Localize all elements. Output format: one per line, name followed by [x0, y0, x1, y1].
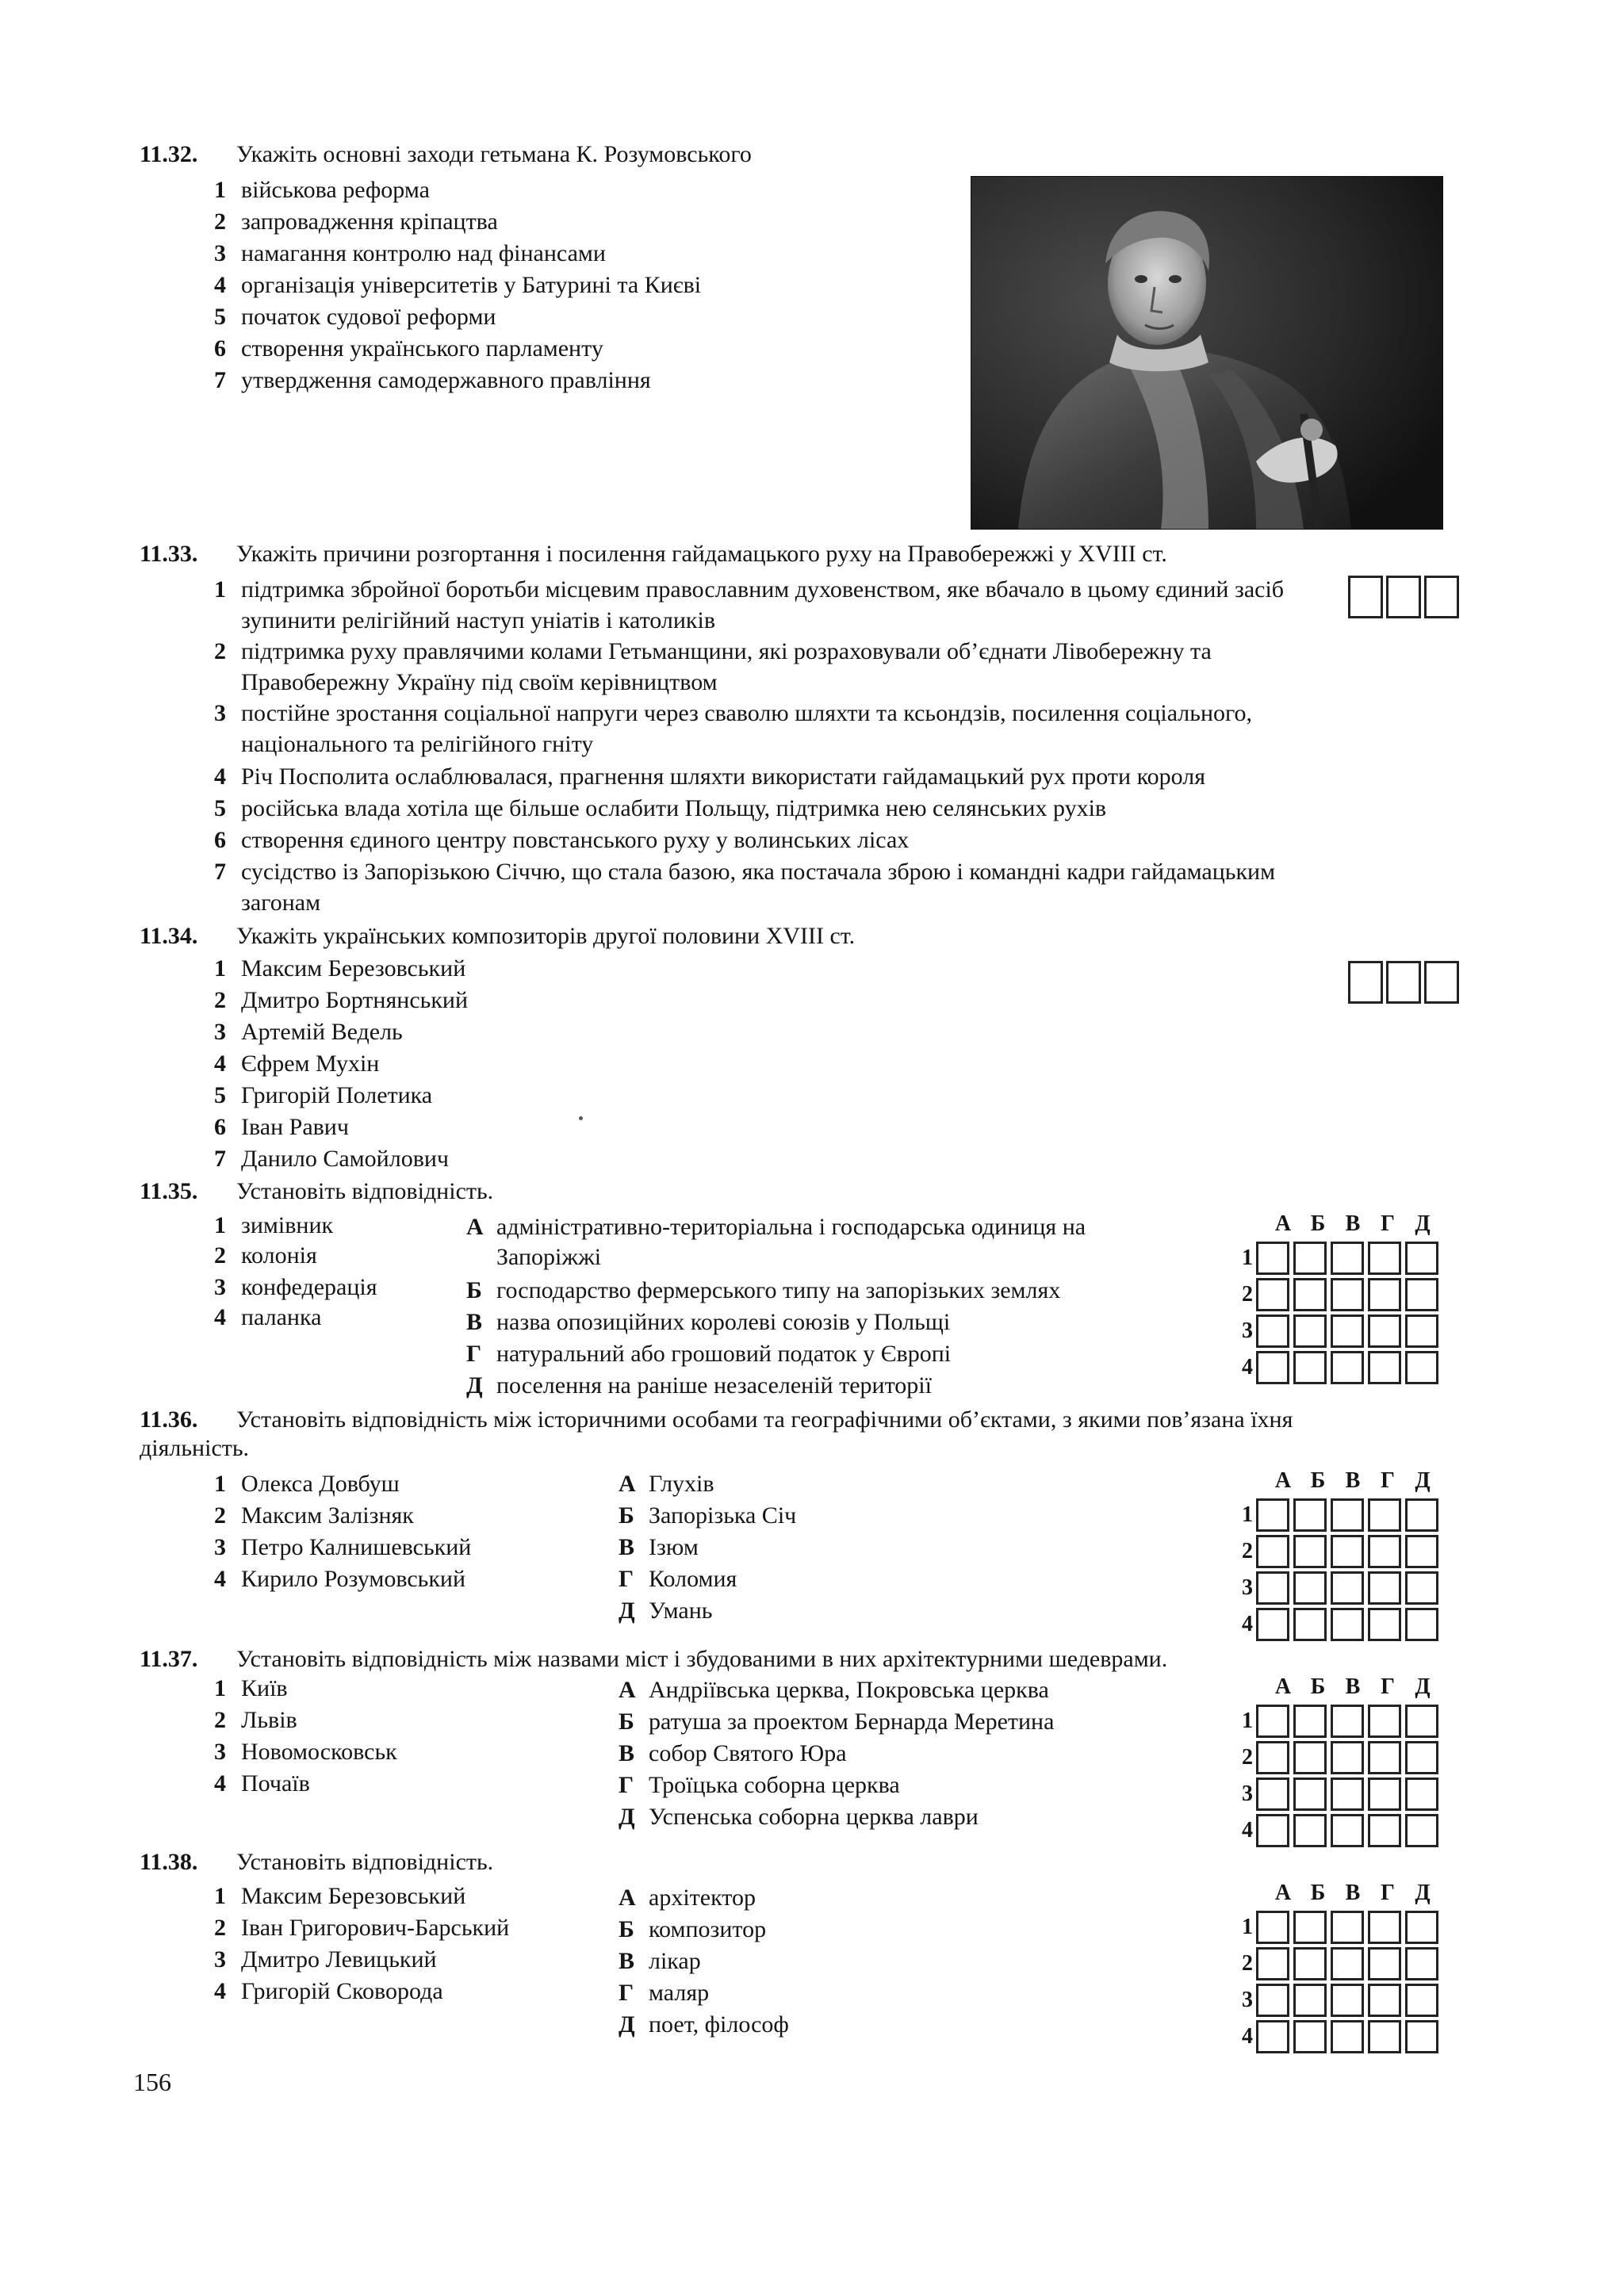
question-prompt: Укажіть українських композиторів другої половини XVIII ст.: [236, 923, 856, 949]
list-item: Г Коломия: [619, 1566, 737, 1592]
question-number: 11.37.: [140, 1646, 198, 1672]
answer-cell[interactable]: [1331, 1314, 1364, 1348]
answer-cell[interactable]: [1293, 1947, 1327, 1980]
list-item: 3 намагання контролю над фінансами: [214, 240, 606, 266]
list-item: 2 Львів: [214, 1707, 297, 1733]
question-prompt: Установіть відповідність між історичними особами та географічними об’єктами, з якими пов’язана їхня: [236, 1406, 1293, 1433]
list-item: В Ізюм: [619, 1534, 699, 1560]
question-number: 11.34.: [140, 923, 198, 949]
question-prompt: Установіть відповідність між назвами міст і збудованими в них архітектурними шедеврами.: [236, 1646, 1168, 1672]
list-item: 3 Артемій Ведель: [214, 1019, 403, 1045]
list-item: 2 підтримка руху правлячими колами Гетьманщини, які розраховували об’єднати Лівобережну та Правобережну Україну під своїм керівництвом: [214, 638, 1212, 695]
question-prompt: Установіть відповідність.: [236, 1178, 494, 1204]
list-item: Г маляр: [619, 1980, 710, 2006]
answer-cell[interactable]: [1256, 1571, 1289, 1605]
list-item: 7 Данило Самойлович: [214, 1146, 450, 1172]
list-item: 6 створення українського парламенту: [214, 335, 603, 362]
answer-cell[interactable]: [1293, 1242, 1327, 1275]
grid-row: 1: [1231, 1703, 1442, 1739]
answer-cell[interactable]: [1405, 1351, 1438, 1384]
answer-cell[interactable]: [1331, 1911, 1364, 1944]
list-item: 3 Петро Калнишевський: [214, 1534, 472, 1560]
answer-cell[interactable]: [1368, 1911, 1401, 1944]
answer-cell[interactable]: [1256, 1777, 1289, 1811]
answer-cell[interactable]: [1368, 2020, 1401, 2053]
answer-cell[interactable]: [1331, 1535, 1364, 1568]
grid-row: 3: [1231, 1776, 1442, 1812]
answer-cell[interactable]: [1368, 1278, 1401, 1311]
list-item: 2 Дмитро Бортнянський: [214, 987, 469, 1013]
list-item: Д поет, філософ: [619, 2011, 789, 2038]
answer-cell[interactable]: [1293, 1705, 1327, 1738]
list-item: Д Успенська соборна церква лаври: [619, 1804, 979, 1830]
list-item: 4 паланка: [214, 1304, 322, 1330]
answer-cell[interactable]: [1331, 1351, 1364, 1384]
answer-cell[interactable]: [1293, 1535, 1327, 1568]
portrait-image: [971, 176, 1443, 530]
list-item: 1 підтримка збройної боротьби місцевим православним духовенством, яке вбачало в цьому єдиний засіб зупинити релігійний наступ уніатів і католиків: [214, 576, 1285, 633]
answer-box[interactable]: [1386, 961, 1421, 1004]
list-item: 5 початок судової реформи: [214, 304, 496, 330]
answer-cell[interactable]: [1293, 1314, 1327, 1348]
answer-cell[interactable]: [1368, 1608, 1401, 1641]
question-number: 11.35.: [140, 1178, 198, 1204]
list-item: Г натуральний або грошовий податок у Європі: [466, 1341, 952, 1367]
list-item: В собор Святого Юра: [619, 1740, 847, 1766]
answer-cell[interactable]: [1405, 1777, 1438, 1811]
list-item: 2 Іван Григорович-Барський: [214, 1915, 510, 1941]
list-item: 4 Річ Посполита ослаблювалася, прагнення шляхти використати гайдамацький рух проти короля: [214, 763, 1205, 790]
question-prompt: Укажіть причини розгортання і посилення гайдамацького руху на Правобережжі у XVIII ст.: [236, 541, 1167, 567]
list-item: 1 Київ: [214, 1675, 288, 1701]
grid-row: 3: [1231, 1982, 1442, 2019]
list-item: Запоріжжі: [496, 1244, 602, 1270]
grid-row: 1: [1231, 1240, 1442, 1276]
list-item: 3 Новомосковськ: [214, 1739, 397, 1765]
list-item: 3 Дмитро Левицький: [214, 1946, 437, 1973]
answer-cell[interactable]: [1331, 1814, 1364, 1847]
question-number: 11.33.: [140, 541, 198, 567]
answer-cell[interactable]: [1405, 1947, 1438, 1980]
answer-cell[interactable]: [1256, 1814, 1289, 1847]
list-item: 1 зимівник: [214, 1212, 334, 1238]
answer-cell[interactable]: [1331, 1278, 1364, 1311]
list-item: 1 військова реформа: [214, 177, 430, 203]
list-item: 2 колонія: [214, 1242, 317, 1269]
answer-cell[interactable]: [1256, 1351, 1289, 1384]
list-item: 4 організація університетів у Батурині та Києві: [214, 272, 702, 298]
answer-boxes-q33[interactable]: [1348, 576, 1462, 618]
answer-grid-q35: [1231, 1211, 1442, 1386]
answer-cell[interactable]: [1331, 1498, 1364, 1532]
list-item: 7 утвердження самодержавного правління: [214, 367, 651, 393]
grid-header: А Б В Г Д: [1274, 1211, 1431, 1236]
answer-cell[interactable]: [1331, 1777, 1364, 1811]
grid-row: 1: [1231, 1497, 1442, 1533]
answer-cell[interactable]: [1368, 1705, 1401, 1738]
answer-cell[interactable]: [1368, 1984, 1401, 2017]
list-item: Б ратуша за проектом Бернарда Меретина: [619, 1709, 1055, 1735]
answer-cell[interactable]: [1405, 1314, 1438, 1348]
answer-cell[interactable]: [1293, 1278, 1327, 1311]
list-item: 3 конфедерація: [214, 1274, 377, 1300]
answer-grid-q37: [1231, 1674, 1442, 1849]
grid-row: 2: [1231, 1946, 1442, 1982]
answer-cell[interactable]: [1331, 1571, 1364, 1605]
scan-speck: [579, 1116, 583, 1120]
grid-header: А Б В Г Д: [1274, 1881, 1431, 1905]
answer-cell[interactable]: [1293, 1777, 1327, 1811]
answer-cell[interactable]: [1256, 2020, 1289, 2053]
list-item: А Андріївська церква, Покровська церква: [619, 1677, 1049, 1703]
list-item: А архітектор: [619, 1885, 756, 1911]
answer-cell[interactable]: [1256, 1911, 1289, 1944]
answer-cell[interactable]: [1293, 1984, 1327, 2017]
list-item: В назва опозиційних королеві союзів у Польщі: [466, 1309, 951, 1335]
answer-cell[interactable]: [1331, 1705, 1364, 1738]
answer-cell[interactable]: [1256, 1314, 1289, 1348]
answer-cell[interactable]: [1256, 1947, 1289, 1980]
answer-box[interactable]: [1386, 576, 1421, 618]
answer-cell[interactable]: [1256, 1498, 1289, 1532]
answer-cell[interactable]: [1405, 1705, 1438, 1738]
question-prompt: Установіть відповідність.: [236, 1849, 494, 1875]
grid-row: 4: [1231, 1349, 1442, 1386]
answer-cell[interactable]: [1256, 1984, 1289, 2017]
question-number: 11.32.: [140, 141, 198, 167]
list-item: Г Троїцька соборна церква: [619, 1772, 900, 1798]
question-prompt: Укажіть основні заходи гетьмана К. Розумовського: [236, 141, 752, 167]
grid-header: А Б В Г Д: [1274, 1674, 1431, 1699]
answer-box[interactable]: [1348, 961, 1383, 1004]
answer-cell[interactable]: [1368, 1535, 1401, 1568]
answer-cell[interactable]: [1331, 1984, 1364, 2017]
list-item: Д Умань: [619, 1598, 713, 1624]
answer-cell[interactable]: [1405, 1814, 1438, 1847]
answer-cell[interactable]: [1331, 2020, 1364, 2053]
answer-cell[interactable]: [1368, 1571, 1401, 1605]
answer-cell[interactable]: [1405, 1741, 1438, 1774]
answer-grid-q38: [1231, 1881, 1442, 2055]
list-item: А Глухів: [619, 1471, 714, 1497]
answer-cell[interactable]: [1331, 1242, 1364, 1275]
list-item: Б Запорізька Січ: [619, 1502, 797, 1529]
answer-cell[interactable]: [1293, 1911, 1327, 1944]
list-item: 2 Максим Залізняк: [214, 1502, 414, 1529]
question-number: 11.38.: [140, 1849, 198, 1875]
list-item: 6 Іван Равич: [214, 1114, 349, 1140]
answer-cell[interactable]: [1293, 2020, 1327, 2053]
answer-cell[interactable]: [1405, 1278, 1438, 1311]
answer-cell[interactable]: [1293, 1498, 1327, 1532]
answer-cell[interactable]: [1256, 1242, 1289, 1275]
grid-row: 1: [1231, 1909, 1442, 1946]
answer-cell[interactable]: [1293, 1608, 1327, 1641]
list-item: А адміністративно-територіальна і господарська одиниця на: [466, 1214, 1086, 1240]
grid-row: 2: [1231, 1276, 1442, 1313]
page-number: 156: [133, 2068, 171, 2096]
answer-cell[interactable]: [1256, 1705, 1289, 1738]
answer-cell[interactable]: [1331, 1741, 1364, 1774]
answer-cell[interactable]: [1293, 1571, 1327, 1605]
answer-grid-q36: [1231, 1468, 1442, 1643]
list-item: 5 Григорій Полетика: [214, 1082, 433, 1108]
answer-cell[interactable]: [1256, 1741, 1289, 1774]
list-item: 6 створення єдиного центру повстанського руху у волинських лісах: [214, 827, 910, 853]
list-item: Б господарство фермерського типу на запорізьких землях: [466, 1277, 1061, 1303]
answer-cell[interactable]: [1368, 1314, 1401, 1348]
list-item: 7 сусідство із Запорізькою Січчю, що стала базою, яка постачала зброю і командні кадри гайдамацьким загонам: [214, 859, 1276, 916]
answer-cell[interactable]: [1293, 1351, 1327, 1384]
answer-cell[interactable]: [1405, 1571, 1438, 1605]
answer-cell[interactable]: [1405, 2020, 1438, 2053]
list-item: Д поселення на раніше незаселеній території: [466, 1372, 932, 1399]
answer-cell[interactable]: [1368, 1777, 1401, 1811]
grid-row: 4: [1231, 1606, 1442, 1643]
answer-box[interactable]: [1424, 961, 1459, 1004]
grid-row: 2: [1231, 1739, 1442, 1776]
list-item: 1 Олекса Довбуш: [214, 1471, 400, 1497]
question-prompt-continued: діяльність.: [140, 1435, 250, 1461]
grid-row: 4: [1231, 1812, 1442, 1849]
answer-cell[interactable]: [1405, 1242, 1438, 1275]
list-item: 1 Максим Березовський: [214, 1883, 466, 1909]
list-item: 4 Григорій Сковорода: [214, 1978, 443, 2004]
list-item: 2 запровадження кріпацтва: [214, 209, 498, 235]
answer-cell[interactable]: [1368, 1947, 1401, 1980]
answer-cell[interactable]: [1368, 1242, 1401, 1275]
answer-cell[interactable]: [1405, 1608, 1438, 1641]
answer-cell[interactable]: [1256, 1608, 1289, 1641]
answer-cell[interactable]: [1368, 1814, 1401, 1847]
question-number: 11.36.: [140, 1406, 198, 1433]
list-item: 4 Кирило Розумовський: [214, 1566, 466, 1592]
answer-cell[interactable]: [1405, 1498, 1438, 1532]
answer-cell[interactable]: [1368, 1741, 1401, 1774]
answer-cell[interactable]: [1293, 1814, 1327, 1847]
answer-cell[interactable]: [1405, 1535, 1438, 1568]
grid-header: А Б В Г Д: [1274, 1468, 1431, 1493]
grid-row: 3: [1231, 1570, 1442, 1606]
answer-cell[interactable]: [1368, 1498, 1401, 1532]
list-item: 5 російська влада хотіла ще більше ослабити Польщу, підтримка нею селянських рухів: [214, 795, 1107, 821]
answer-cell[interactable]: [1256, 1278, 1289, 1311]
answer-cell[interactable]: [1256, 1535, 1289, 1568]
grid-row: 4: [1231, 2019, 1442, 2055]
answer-cell[interactable]: [1405, 1984, 1438, 2017]
answer-box[interactable]: [1348, 576, 1383, 618]
answer-box[interactable]: [1424, 576, 1459, 618]
list-item: 3 постійне зростання соціальної напруги через сваволю шляхти та ксьондзів, посилення соціального, національного та релігійного гніту: [214, 700, 1253, 757]
grid-row: 3: [1231, 1313, 1442, 1349]
answer-cell[interactable]: [1331, 1608, 1364, 1641]
answer-cell[interactable]: [1405, 1911, 1438, 1944]
list-item: 4 Єфрем Мухін: [214, 1050, 380, 1077]
list-item: 4 Почаїв: [214, 1770, 310, 1797]
answer-cell[interactable]: [1293, 1741, 1327, 1774]
list-item: В лікар: [619, 1948, 701, 1974]
list-item: Б композитор: [619, 1916, 767, 1942]
answer-boxes-q34[interactable]: [1348, 961, 1462, 1004]
answer-cell[interactable]: [1368, 1351, 1401, 1384]
list-item: 1 Максим Березовський: [214, 955, 466, 982]
grid-row: 2: [1231, 1533, 1442, 1570]
answer-cell[interactable]: [1331, 1947, 1364, 1980]
